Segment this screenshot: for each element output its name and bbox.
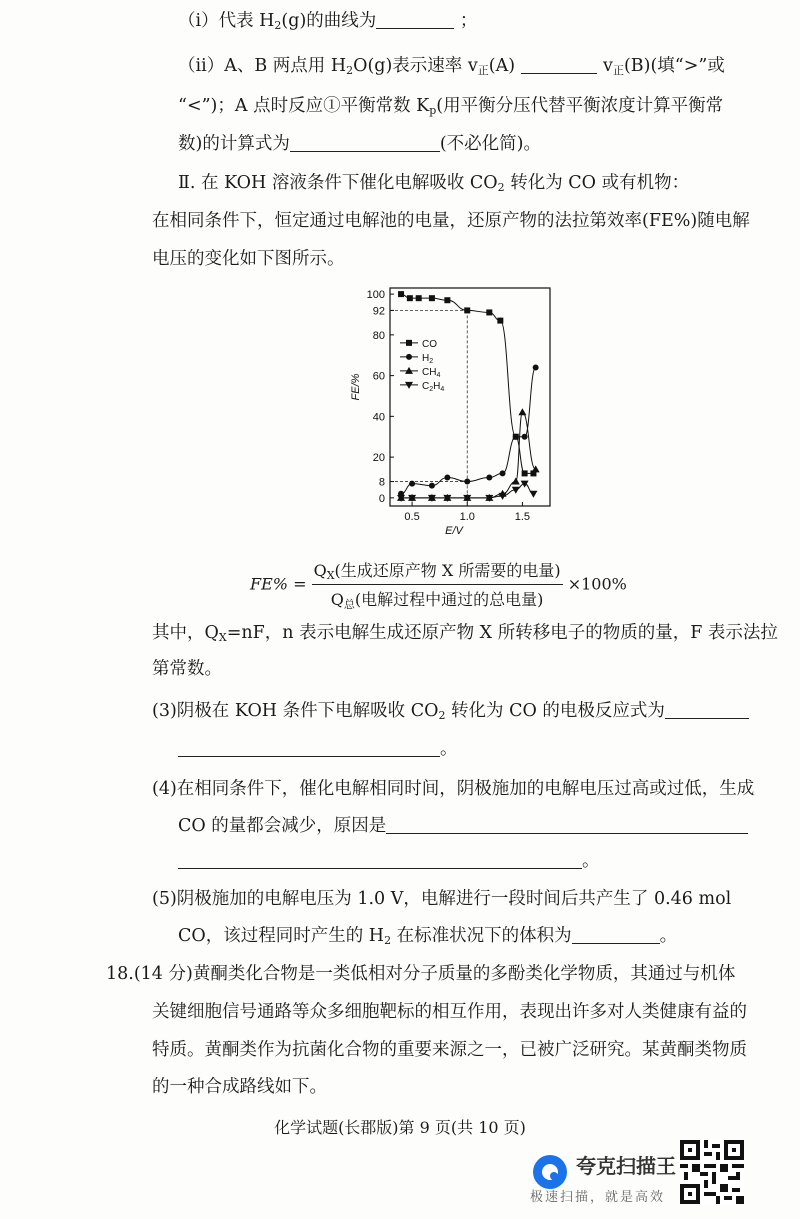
- legend-marker-h2: [406, 354, 412, 360]
- question-5-line-1: (5)阴极施加的电解电压为 1.0 V，电解进行一段时间后共产生了 0.46 mol: [152, 889, 732, 909]
- point-co: [398, 291, 404, 297]
- qr-code-icon: [680, 1140, 744, 1204]
- question-ii-line-2: “<”)；A 点时反应①平衡常数 $K_p$(用平衡分压代替平衡浓度计算平衡常: [178, 96, 724, 117]
- answer-blank[interactable]: [376, 10, 454, 29]
- where-line-2: 第常数。: [152, 659, 222, 679]
- y-axis-label: FE/%: [350, 373, 362, 401]
- where-line-1: 其中，$Q_X=nF$，n 表示电解生成还原产物 X 所转移电子的物质的量，F 表示法拉: [152, 623, 778, 644]
- fe-formula: FE% = $\frac{Q_X(生成还原产物 X 所需要的电量)}{Q_总(电解过程中通过的总电量)}$ ×100%: [250, 558, 627, 612]
- point-h2: [500, 470, 506, 476]
- y-tick-label: 20: [372, 452, 385, 465]
- question-i-line: （ⅰ）代表 $H_2(g)$的曲线为 ；: [178, 11, 478, 32]
- series-line-ch4: [401, 412, 536, 498]
- question-4-line-1: (4)在相同条件下，催化电解相同时间，阴极施加的电解电压过高或过低，生成: [152, 779, 755, 799]
- legend-marker-co: [406, 340, 412, 346]
- point-co: [486, 309, 492, 315]
- answer-blank[interactable]: [178, 850, 582, 869]
- question-18-line-2: 关键细胞信号通路等众多细胞靶标的相互作用，表现出许多对人类健康有益的: [152, 1002, 747, 1022]
- point-co: [416, 295, 422, 301]
- answer-blank[interactable]: [386, 815, 748, 834]
- y-tick-label: 92: [372, 305, 385, 318]
- legend-label-ch4: $CH_4$: [422, 366, 441, 379]
- answer-blank[interactable]: [290, 133, 440, 152]
- point-co: [464, 307, 470, 313]
- point-h2: [513, 434, 519, 440]
- answer-blank[interactable]: [521, 55, 597, 74]
- x-tick-label: 1.5: [514, 511, 531, 523]
- legend-marker-ch4: [405, 367, 413, 374]
- page-footer: 化学试题(长郡版)第 9 页(共 10 页): [274, 1118, 526, 1137]
- point-ch4: [512, 478, 520, 485]
- question-3-line-2: 。: [178, 738, 458, 760]
- answer-blank[interactable]: [178, 738, 440, 757]
- point-co: [497, 318, 503, 324]
- y-tick-label: 40: [372, 411, 385, 424]
- answer-blank[interactable]: [665, 700, 749, 719]
- y-tick-label: 60: [372, 370, 385, 383]
- point-h2: [522, 434, 528, 440]
- intro-line-1: 在相同条件下，恒定通过电解池的电量，还原产物的法拉第效率(FE%)随电解: [152, 211, 750, 231]
- point-h2: [486, 474, 492, 480]
- answer-blank[interactable]: [572, 925, 660, 944]
- question-3-line-1: (3)阴极在 KOH 条件下电解吸收 $CO_2$ 转化为 CO 的电极反应式为: [152, 700, 749, 727]
- point-h2: [464, 479, 470, 485]
- x-tick-label: 0.5: [404, 511, 420, 523]
- question-ii-line-3: 数)的计算式为 (不必化简)。: [178, 134, 541, 154]
- question-18-line-3: 特质。黄酮类作为抗菌化合物的重要来源之一，已被广泛研究。某黄酮类物质: [152, 1040, 747, 1060]
- watermark-slogan: 极速扫描，就是高效: [530, 1190, 666, 1205]
- point-co: [522, 470, 528, 476]
- point-h2: [533, 364, 539, 370]
- point-ch4: [518, 408, 526, 415]
- legend-label-c2h4: $C_2H_4$: [422, 380, 445, 393]
- question-5-line-2: CO，该过程同时产生的 $H_2$ 在标准状况下的体积为 。: [178, 926, 678, 947]
- y-tick-label: 100: [366, 289, 385, 302]
- point-h2: [409, 481, 415, 487]
- question-18-line-1: 18.(14 分)黄酮类化合物是一类低相对分子质量的多酚类化学物质，其通过与机体: [106, 964, 736, 984]
- section-2-heading: Ⅱ. 在 KOH 溶液条件下催化电解吸收 $CO_2$ 转化为 CO 或有机物：: [178, 173, 690, 194]
- question-4-line-2: CO 的量都会减少，原因是: [178, 815, 748, 837]
- watermark-brand: 夸克扫描王: [576, 1154, 676, 1178]
- point-c2h4: [529, 491, 537, 498]
- y-tick-label: 0: [378, 492, 385, 505]
- question-18-line-4: 的一种合成路线如下。: [152, 1077, 327, 1097]
- intro-line-2: 电压的变化如下图所示。: [152, 249, 345, 269]
- x-tick-label: 1.0: [459, 511, 475, 523]
- question-4-line-3: 。: [178, 850, 600, 872]
- point-co: [444, 297, 450, 303]
- y-tick-label: 8: [378, 476, 385, 489]
- legend-label-co: CO: [422, 338, 437, 350]
- point-co: [407, 295, 413, 301]
- y-tick-label: 80: [372, 329, 385, 342]
- x-axis-label: E/V: [445, 525, 463, 537]
- question-ii-line-1: （ⅱ）A、B 两点用 $H_2O(g)$表示速率 $v_正(A)$ $v_正(B)$(填“>”或: [178, 56, 725, 77]
- point-h2: [444, 474, 450, 480]
- point-h2: [429, 483, 435, 489]
- point-co: [429, 295, 435, 301]
- fraction: $\frac{Q_X(生成还原产物 X 所需要的电量)}{Q_总(电解过程中通过的总电量)}$: [312, 558, 563, 612]
- fe-chart: [345, 283, 575, 553]
- legend-label-h2: $H_2$: [422, 352, 434, 365]
